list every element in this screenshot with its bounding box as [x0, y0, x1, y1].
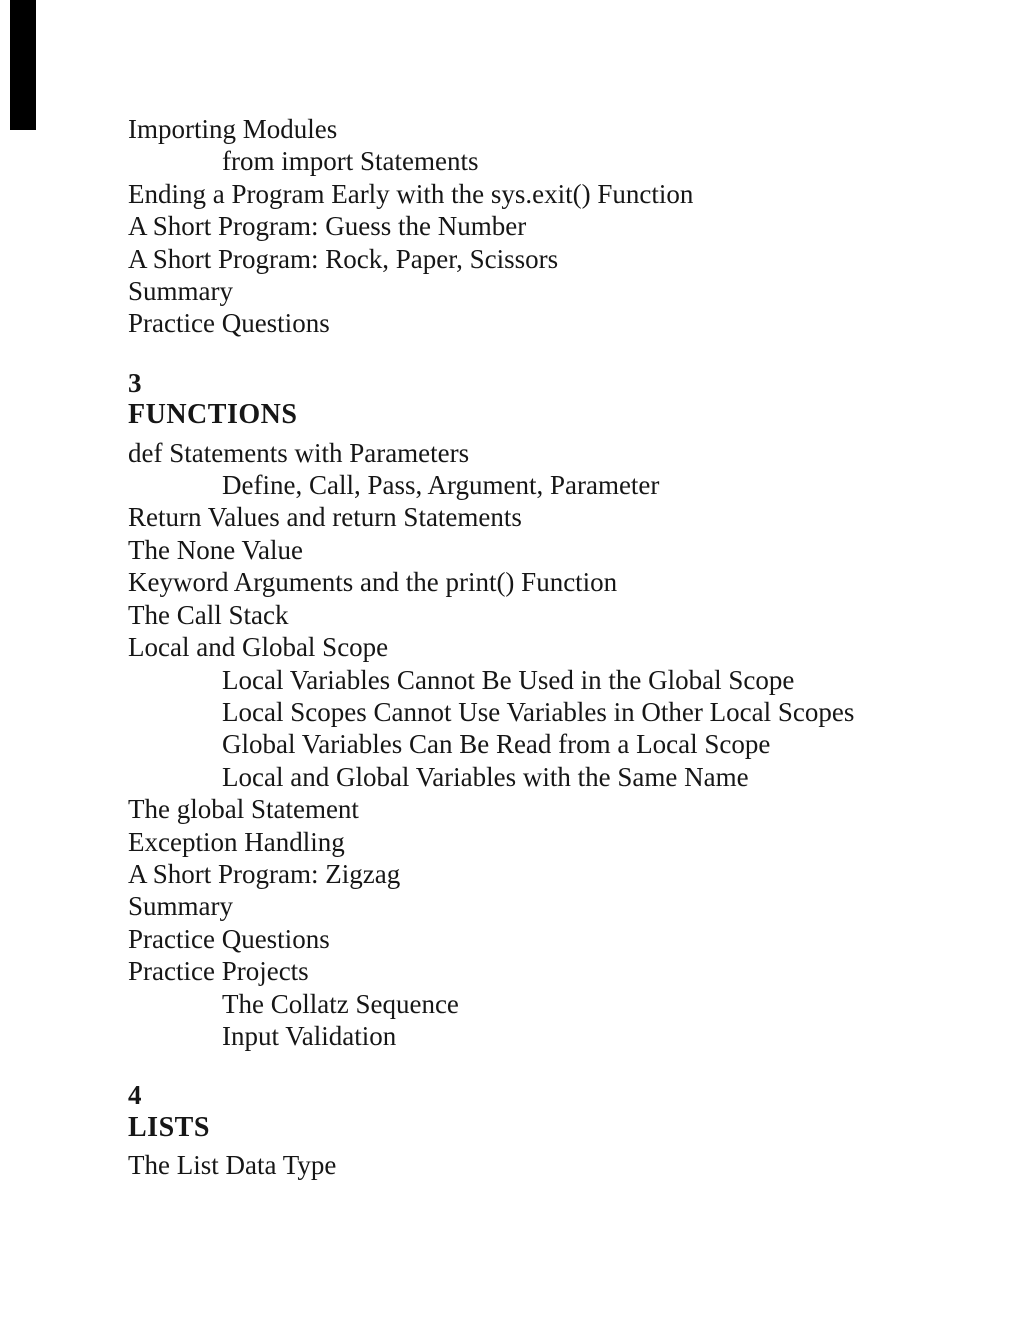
toc-entry[interactable]: Local and Global Scope	[128, 632, 389, 663]
toc-entry[interactable]: Importing Modules	[128, 114, 338, 144]
toc-entry[interactable]: A Short Program: Rock, Paper, Scissors	[128, 243, 559, 274]
table-of-contents	[128, 113, 1000, 1182]
toc-entry[interactable]: Summary	[128, 891, 233, 922]
toc-entry[interactable]: The List Data Type	[128, 1150, 337, 1181]
toc-section	[128, 113, 1000, 340]
toc-entry[interactable]: The Collatz Sequence	[222, 988, 459, 1019]
toc-entry[interactable]: Practice Projects	[128, 956, 309, 987]
toc-section	[128, 367, 1000, 1053]
toc-entry[interactable]: Ending a Program Early with the sys.exit() Function	[128, 178, 694, 209]
toc-entry[interactable]: Keyword Arguments and the print() Function	[128, 567, 618, 598]
toc-entry[interactable]: The global Statement	[128, 794, 359, 825]
toc-entry[interactable]: Summary	[128, 276, 233, 307]
bookmark-bar	[10, 0, 36, 130]
toc-entry[interactable]: Practice Questions	[128, 923, 330, 954]
chapter-number[interactable]: 3	[128, 367, 142, 398]
toc-entry[interactable]: Local Scopes Cannot Use Variables in Other Local Scopes	[222, 696, 855, 727]
chapter-title[interactable]: FUNCTIONS	[128, 399, 298, 431]
toc-entry[interactable]: A Short Program: Zigzag	[128, 858, 401, 889]
toc-entry[interactable]: A Short Program: Guess the Number	[128, 211, 527, 242]
toc-section	[128, 1079, 1000, 1181]
toc-entry[interactable]: Exception Handling	[128, 826, 345, 857]
toc-entry[interactable]: Input Validation	[222, 1020, 397, 1051]
toc-entry[interactable]: Return Values and return Statements	[128, 502, 522, 533]
toc-entry[interactable]: Local and Global Variables with the Same Name	[222, 761, 749, 792]
toc-entry[interactable]: from import Statements	[222, 146, 479, 177]
toc-entry[interactable]: Global Variables Can Be Read from a Local Scope	[222, 729, 771, 760]
toc-entry[interactable]: Local Variables Cannot Be Used in the Global Scope	[222, 664, 795, 695]
toc-entry[interactable]: The None Value	[128, 534, 303, 565]
toc-entry[interactable]: def Statements with Parameters	[128, 437, 470, 468]
chapter-number[interactable]: 4	[128, 1080, 142, 1111]
toc-entry[interactable]: Define, Call, Pass, Argument, Parameter	[222, 470, 660, 501]
toc-entry[interactable]: The Call Stack	[128, 599, 289, 630]
chapter-title[interactable]: LISTS	[128, 1111, 210, 1143]
toc-entry[interactable]: Practice Questions	[128, 308, 330, 339]
